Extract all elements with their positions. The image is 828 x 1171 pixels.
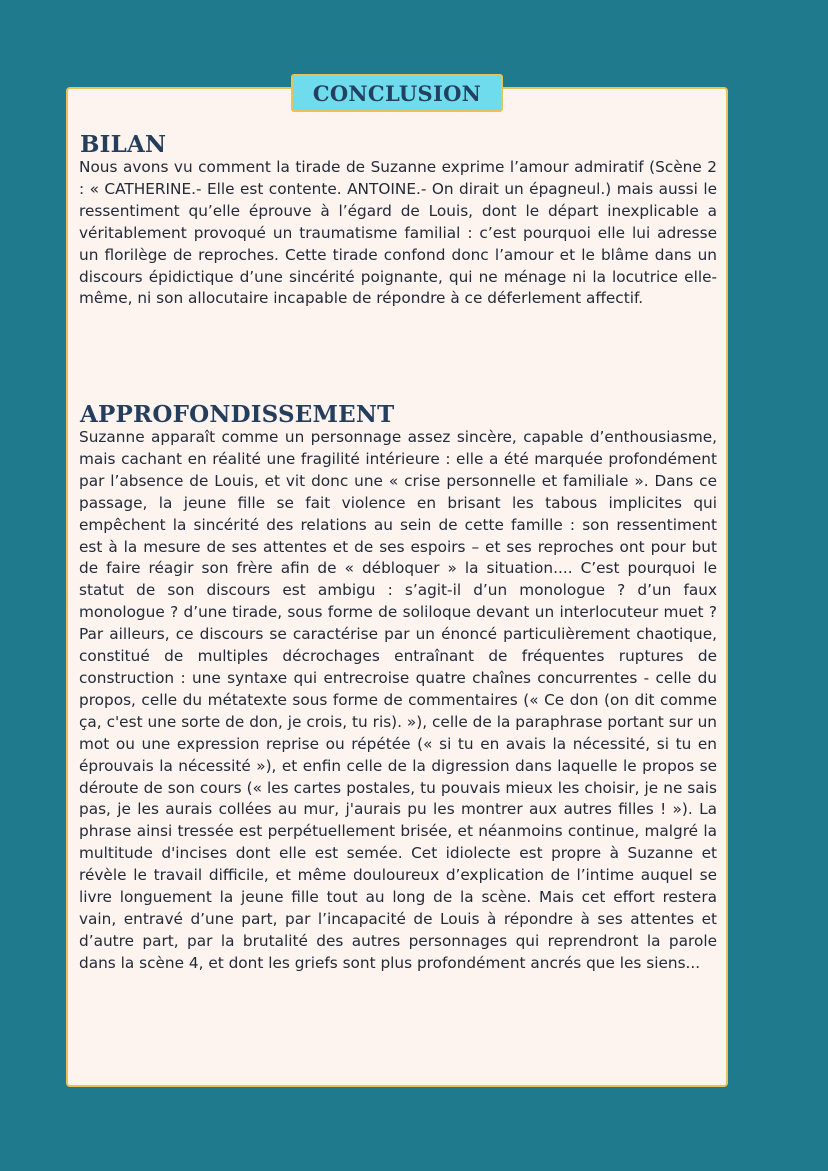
- approfondissement-paragraph: Suzanne apparaît comme un personnage assez sincère, capable d’enthousiasme, mais cachant en réalité une fragilité intérieure : elle a été marquée profondément par l’absence de Louis, et vit donc une « crise personnelle et familiale ». Dans ce passage, la jeune fille se fait violence en brisant les tabous implicites qui empêchent la sincérité des relations au sein de cette famille : son ressentiment est à la mesure de ses attentes et de ses espoirs – et ses reproches ont pour but de faire réagir son frère afin de « débloquer » la situation.... C’est pourquoi le statut de son discours est ambigu : s’agit-il d’un monologue ? d’un faux monologue ? d’une tirade, sous forme de soliloque devant un interlocuteur muet ? Par ailleurs, ce discours se caractérise par un énoncé particulièrement chaotique, constitué de multiples décrochages entraînant de fréquentes ruptures de construction : une syntaxe qui entrecroise quatre chaînes concurrentes - celle du propos, celle du métatexte sous forme de commentaires (« Ce don (on dit comme ça, c'est une sorte de don, je crois, tu ris). »), celle de la paraphrase portant sur un mot ou une expression reprise ou répétée (« si tu en avais la nécessité, si tu en éprouvais la nécessité »), et enfin celle de la digression dans laquelle le propos se déroute de son cours (« les cartes postales, tu pouvais mieux les choisir, je ne sais pas, je les aurais collées au mur, j'aurais pu les montrer aux autres filles ! »). La phrase ainsi tressée est perpétuellement brisée, et néanmoins continue, malgré la multitude d'incises dont elle est semée. Cet idiolecte est propre à Suzanne et révèle le travail difficile, et même douloureux d’explication de l’intime auquel se livre longuement la jeune fille tout au long de la scène. Mais cet effort restera vain, entravé d’une part, par l’incapacité de Louis à répondre à ses attentes et d’autre part, par la brutalité des autres personnages qui reprendront la parole dans la scène 4, et dont les griefs sont plus profondément ancrés que les siens...: [79, 428, 717, 972]
- conclusion-card: [66, 87, 728, 1087]
- conclusion-label: CONCLUSION: [312, 80, 482, 106]
- approfondissement-heading: APPROFONDISSEMENT: [80, 401, 395, 428]
- conclusion-tab: [291, 74, 503, 112]
- bilan-heading: BILAN: [80, 131, 167, 158]
- bilan-paragraph: Nous avons vu comment la tirade de Suzanne exprime l’amour admiratif (Scène 2 : « CATHERINE.- Elle est contente. ANTOINE.- On dirait un épagneul.) mais aussi le ressentiment qu’elle éprouve à l’égard de Louis, dont le départ inexplicable a véritablement provoqué un traumatisme familial : c’est pourquoi elle lui adresse un florilège de reproches. Cette tirade confond donc l’amour et le blâme dans un discours épidictique d’une sincérité poignante, qui ne ménage ni la locutrice elle-même, ni son allocutaire incapable de répondre à ce déferlement affectif.: [79, 158, 717, 308]
